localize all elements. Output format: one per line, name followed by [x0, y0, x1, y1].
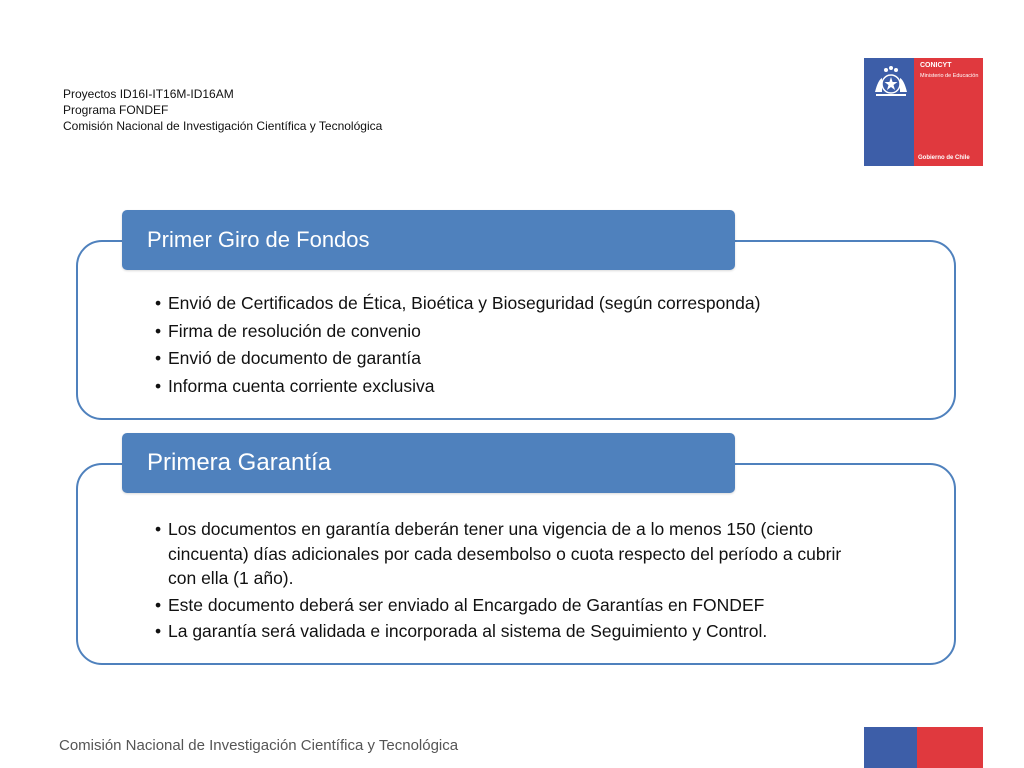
section-list-primera-garantia	[155, 517, 855, 646]
logo-blue-panel	[864, 58, 914, 166]
footer-color-bars	[864, 727, 983, 768]
list-item	[155, 619, 855, 644]
list-item-text: Firma de resolución de convenio	[168, 320, 421, 341]
list-item-text: Informa cuenta corriente exclusiva	[168, 375, 435, 396]
section-title-primer-giro: Primer Giro de Fondos	[122, 210, 735, 270]
list-item-text: La garantía será validada e incorporada al sistema de Seguimiento y Control.	[168, 621, 768, 641]
footer-red-bar	[917, 727, 983, 768]
footer-commission-text: Comisión Nacional de Investigación Científica y Tecnológica	[59, 737, 459, 754]
list-item-text: Este documento deberá ser enviado al Encargado de Garantías en FONDEF	[168, 594, 765, 615]
list-item	[155, 593, 855, 618]
list-item	[155, 318, 760, 346]
bullet-icon: •	[155, 594, 162, 615]
list-item-text: Envió de documento de garantía	[168, 348, 421, 368]
list-item-text: Envió de Certificados de Ética, Bioética y Bioseguridad (según corresponda)	[168, 293, 761, 313]
list-item-text: Los documentos en garantía deberán tener una vigencia de a lo menos 150 (ciento cincuenta) días adicionales por cada desembolso o cuota respecto del período a cubrir con ella (1 año).	[168, 519, 842, 588]
list-item	[155, 373, 760, 401]
chile-coat-of-arms-icon	[870, 64, 912, 100]
bullet-icon: •	[155, 348, 162, 368]
list-item	[155, 517, 855, 591]
bullet-icon: •	[155, 293, 162, 313]
header-line-program: Programa FONDEF	[63, 103, 169, 117]
logo-government-text: Gobierno de Chile	[918, 155, 970, 161]
logo-brand-text: CONICYT	[920, 62, 952, 69]
bullet-icon: •	[155, 621, 162, 641]
footer-blue-bar	[864, 727, 917, 768]
header-line-commission: Comisión Nacional de Investigación Científica y Tecnológica	[63, 119, 383, 133]
conicyt-logo	[864, 58, 983, 166]
logo-ministry-text: Ministerio de Educación	[920, 73, 979, 79]
bullet-icon: •	[155, 375, 162, 396]
section-list-primer-giro	[155, 290, 760, 400]
bullet-icon: •	[155, 519, 162, 539]
list-item	[155, 345, 760, 373]
list-item	[155, 290, 760, 318]
section-title-primera-garantia: Primera Garantía	[122, 433, 735, 493]
header-text	[63, 86, 382, 134]
bullet-icon: •	[155, 320, 162, 341]
header-line-projects: Proyectos ID16I-IT16M-ID16AM	[63, 87, 234, 101]
logo-red-panel	[914, 58, 983, 166]
